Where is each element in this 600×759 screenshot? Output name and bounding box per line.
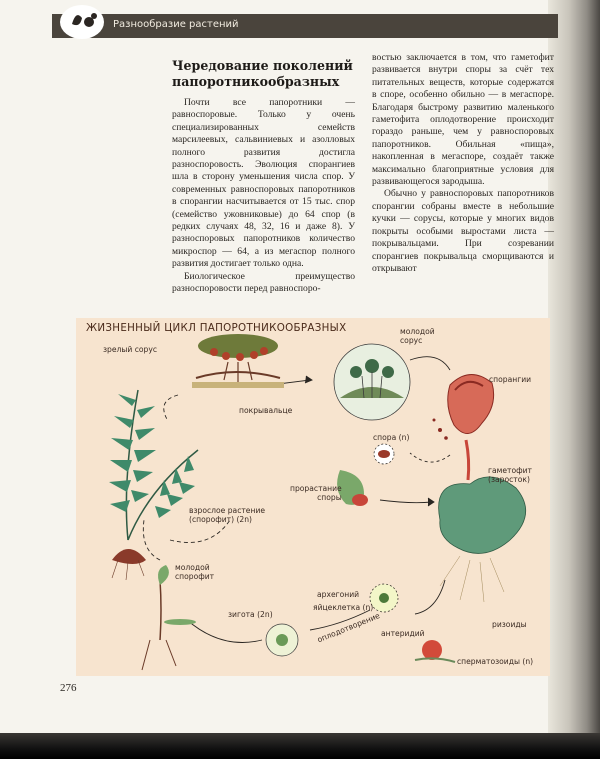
- label-antheridium: антеридий: [381, 629, 425, 638]
- label-indusium: покрывальце: [239, 406, 293, 415]
- zygote-illustration: [266, 624, 298, 656]
- antheridium-illustration: [415, 640, 455, 662]
- sporangium-illustration: [433, 374, 494, 480]
- spore-illustration: [374, 444, 394, 464]
- adult-fern-illustration: [109, 390, 198, 580]
- label-young-sporophyte: молодой спорофит: [175, 563, 215, 582]
- label-young-sorus: молодой сорус: [400, 327, 435, 346]
- label-egg: яйцеклетка (n): [313, 603, 374, 612]
- label-gametophyte: гаметофит (заросток): [488, 466, 532, 485]
- figure-title: ЖИЗНЕННЫЙ ЦИКЛ ПАПОРОТНИКООБРАЗНЫХ: [86, 322, 347, 334]
- label-mature-sorus: зрелый сорус: [103, 345, 158, 354]
- label-fertilization: оплодотворение: [316, 611, 382, 645]
- page-number: 276: [60, 682, 77, 694]
- label-sporangia: спорангии: [489, 375, 532, 384]
- label-zygote: зигота (2n): [228, 610, 273, 619]
- section-title: Разнообразие растений: [113, 19, 239, 30]
- gametophyte-illustration: [439, 477, 526, 602]
- label-germinating-spore: прорастание споры: [290, 484, 342, 503]
- paragraph: Обычно у равноспоровых папоротников спорангии собраны вместе в небольшие кучки — сорусы, которые у многих видов покрыты особыми выростами листа — покрывальцами. При созревании спорангиев покрывальца сморщиваются и открывают: [372, 188, 554, 274]
- label-spore: спора (n): [373, 433, 410, 442]
- page-bottom-shadow: [0, 733, 600, 759]
- label-archegonium: архегоний: [317, 590, 360, 599]
- young-sorus-illustration: [334, 344, 410, 420]
- label-sperm: сперматозоиды (n): [457, 657, 534, 666]
- paragraph: Почти все папоротники — равноспоровые. Только у очень специализированных семейств марсилеевых, сальвиниевых и азолловых полного развития достигла разноспоровость. Эволюция спорангиев шла в сторону уменьшения числа спор. У современных равноспоровых папоротников в спорангии насчитывается от 15 тыс. спор (семейство ужовниковые) до 64 спор (в редких случаях 48, 32, 16 и даже 8). У разноспоровых папоротников количество микроспор — 64, а из мегаспор полного развития достигает только одна.: [172, 97, 355, 270]
- mature-sorus-illustration: [192, 334, 284, 388]
- archegonium-illustration: [370, 584, 398, 612]
- label-rhizoids: ризоиды: [492, 620, 527, 629]
- paragraph: Биологическое преимущество разноспоровости перед равноспоро-: [172, 270, 355, 295]
- article-heading: Чередование поколений папоротникообразных: [172, 58, 353, 89]
- paragraph: востью заключается в том, что гаметофит развивается внутри споры за счёт тех питательных веществ, которые содержатся в споре, особенно обильно — в мегаспоре. Благодаря быстрому развитию маленького гаметофита оплодотворение происходит гораздо раньше, чем у равноспоровых папоротников. Обильная «пища», накопленная в мегаспоре, создаёт также максимально благоприятные условия для развивающегося зародыша.: [372, 52, 554, 188]
- label-adult-plant: взрослое растение (спорофит) (2n): [189, 506, 266, 525]
